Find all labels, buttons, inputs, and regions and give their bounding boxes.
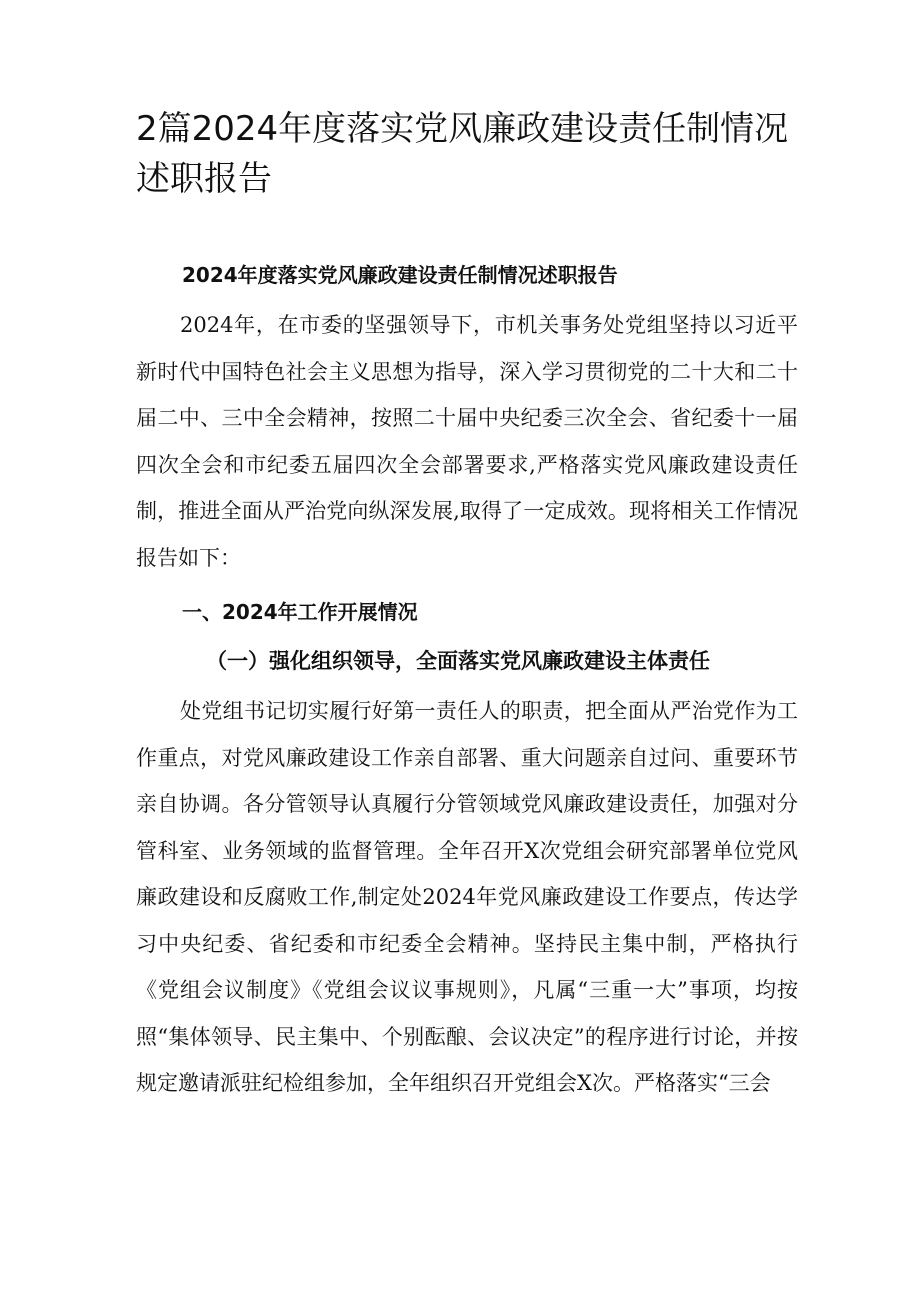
body-paragraph: 处党组书记切实履行好第一责任人的职责，把全面从严治党作为工作重点，对党风廉政建设工作亲自部署、重大问题亲自过问、重要环节亲自协调。各分管领导认真履行分管领域党风廉政建设责任，加强对分管科室、业务领域的监督管理。全年召开X次党组会研究部署单位党风廉政建设和反腐败工作,制定处2024年党风廉政建设工作要点，传达学习中央纪委、省纪委和市纪委全会精神。坚持民主集中制，严格执行《党组会议制度》《党组会议议事规则》，凡属“三重一大”事项，均按照“集体领导、民主集中、个别酝酿、会议决定”的程序进行讨论，并按规定邀请派驻纪检组参加，全年组织召开党组会X次。严格落实“三会 [136, 699, 798, 1095]
intro-paragraph: 2024年，在市委的坚强领导下，市机关事务处党组坚持以习近平新时代中国特色社会主义思想为指导，深入学习贯彻党的二十大和二十届二中、三中全会精神，按照二十届中央纪委三次全会、省纪委十一届四次全会和市纪委五届四次全会部署要求,严格落实党风廉政建设责任制，推进全面从严治党向纵深发展,取得了一定成效。现将相关工作情况报告如下： [136, 313, 798, 570]
sub-heading: （一）强化组织领导，全面落实党风廉政建设主体责任 [206, 648, 710, 673]
section-heading: 一、2024年工作开展情况 [182, 600, 418, 624]
report-title: 2024年度落实党风廉政建设责任制情况述职报告 [182, 263, 618, 287]
document-title: 2篇2024年度落实党风廉政建设责任制情况述职报告 [136, 109, 789, 199]
